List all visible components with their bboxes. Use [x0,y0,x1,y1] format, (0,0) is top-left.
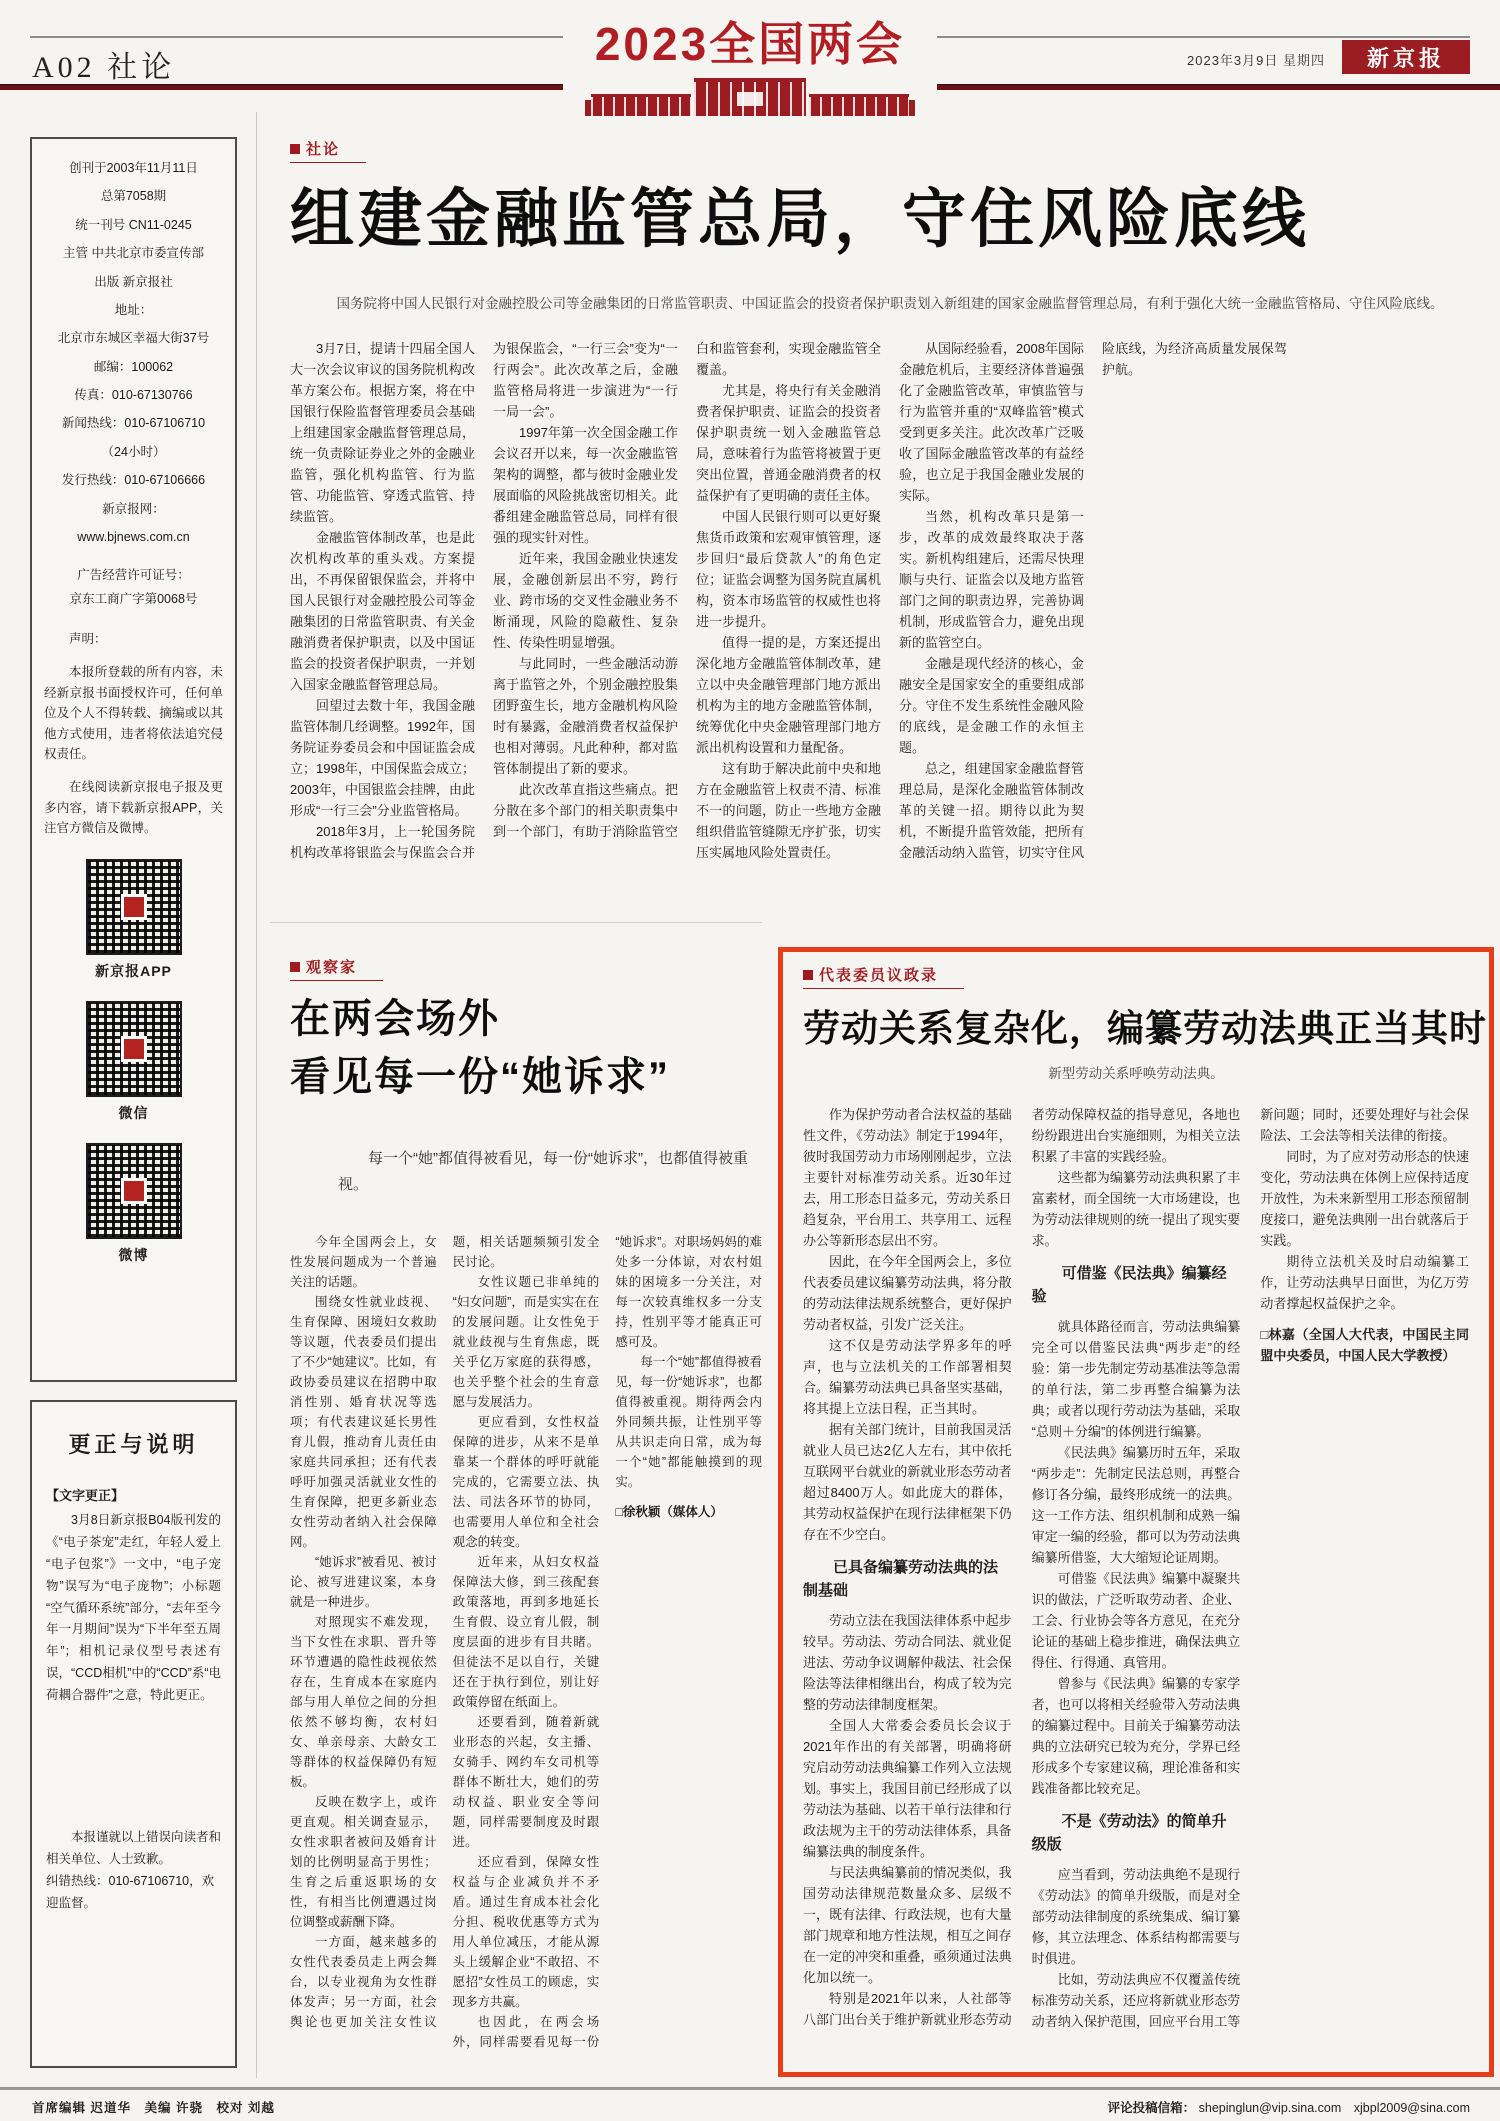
footer-mailbox-label: 评论投稿信箱： [1107,2101,1196,2115]
paragraph: 对照现实不难发现，当下女性在求职、晋升等环节遭遇的隐性歧视依然存在，生育成本在家庭内部与用人单位之间的分担依然不够均衡，农村妇女、单亲母亲、大龄女工等群体的权益保障仍有短板。 [290,1615,437,1789]
dateline: 2023年3月9日 星期四 [1187,53,1325,68]
paragraph: 曾参与《民法典》编纂的专家学者，也可以将相关经验带入劳动法典的编纂过程中。目前关于编纂劳动法典的立法研究已较为充分，学界已经形成多个专家建议稿，理论准备和实践准备都比较充足。 [1031,1676,1241,1796]
section-divider [270,922,762,923]
great-hall-wing-right [809,94,909,116]
footer-rule [0,2087,1500,2090]
tag-square-icon [290,962,300,972]
paragraph: 邮编：100062 [93,359,174,374]
qr-label: 微博 [118,1246,149,1263]
correction-title: 更正与说明 [68,1432,199,1457]
paragraph: 传真：010-67130766 [74,388,193,402]
paragraph: 今年全国两会上，女性发展问题成为一个普遍关注的话题。 [290,1235,437,1289]
page-edition-label: A02 社论 [32,51,176,84]
paragraph: 期待立法机关及时启动编纂工作，让劳动法典早日面世，为亿万劳动者撑起权益保护之伞。 [1260,1254,1469,1311]
paragraph: 新闻热线：010-67106710 [61,416,206,431]
paragraph: 从国际经验看，2008年国际金融危机后，主要经济体普遍强化了金融监管改革，审慎监管与行为监管并重的“双峰监管”模式受到更多关注。此次改革广泛吸收了国际金融监管改革的有益经验，也立足于我国金融业发展的实际。 [899,341,1084,503]
tag-label: 观察家 [306,959,358,976]
paragraph: 声明： [69,632,107,647]
paragraph: 更应看到，女性权益保障的进步，从来不是单靠某一个群体的呼吁就能完成的，它需要立法、执法、司法各环节的协同，也需要用人单位和全社会观念的转变。 [452,1415,600,1549]
license-info [44,565,223,609]
delegates-section-tag [803,964,964,989]
tag-square-icon [290,144,300,154]
delegates-headline: 劳动关系复杂化，编纂劳动法典正当其时 [803,1008,1487,1049]
editorial-deck: 国务院将中国人民银行对金融控股公司等金融集团的日常监管职责、中国证监会的投资者保护职责划入新组建的国家金融监督管理总局，有利于强化大统一金融监管格局、守住风险底线。 [336,296,1444,311]
qr-block-weibo [44,1145,223,1265]
great-hall-post-right [909,100,915,116]
paragraph: 2018年3月，上一轮国务院机构改革将银监会与保监会合并为银保监会，“一行三会”变为“一行两会”。此次改革之后，金融监管格局将进一步演进为“一行一局一会”。 [290,341,678,860]
paragraph: 此次改革直指这些痛点。把分散在多个部门的相关职责集中到一个部门，有助于消除监管空白和监管套利，实现金融监管全覆盖。 [493,341,881,839]
paragraph: 北京市东城区幸福大街37号 [57,331,210,346]
paragraph: 与此同时，一些金融活动游离于监管之外，个别金融控股集团野蛮生长，地方金融机构风险时有暴露，金融消费者权益保护也相对薄弱。凡此种种，都对监管体制提出了新的要求。 [493,656,678,776]
newspaper-logo: 新京报 [1342,40,1470,74]
qr-logo-icon [121,894,147,920]
tag-label: 代表委员议政录 [819,967,939,984]
paragraph: 作为保护劳动者合法权益的基础性文件，《劳动法》制定于1994年，彼时我国劳动力市场刚刚起步，立法主要针对标准劳动关系。近30年过去，用工形态日益多元，劳动关系日趋复杂，平台用工、共享用工、远程办公等新形态层出不穷。 [803,1107,1012,1248]
paragraph: 同时，为了应对劳动形态的快速变化，劳动法典在体例上应保持适度开放性，为未来新型用工形态预留制度接口，避免法典刚一出台就落后于实践。 [1260,1149,1469,1248]
sidebar-divider [256,112,257,2078]
cross-head: 可借鉴《民法典》编纂经验 [1031,1265,1227,1305]
paragraph: 特别是2021年以来，人社部等八部门出台关于维护新就业形态劳动者劳动保障权益的指导意见，各地也纷纷跟进出台实施细则，为相关立法积累了丰富的实践经验。 [803,1107,1241,2027]
paragraph: 还应看到，保障女性权益与企业减负并不矛盾。通过生育成本社会化分担、税收优惠等方式为用人单位减压，才能从源头上缓解企业“不敢招、不愿招”女性员工的顾虑，实现多方共赢。 [452,1855,600,2009]
paragraph: 也因此，在两会场外，同样需要看见每一份“她诉求”。对职场妈妈的难处多一分体谅，对农村姐妹的困境多一分关注，对每一次较真维权多一分支持，性别平等才能真正可感可及。 [452,1235,762,2049]
editorial-headline: 组建金融监管总局，守住风险底线 [290,183,1310,255]
paragraph: 近年来，从妇女权益保障法大修，到三孩配套政策落地，再到多地延长生育假、设立育儿假，制度层面的进步有目共睹。但徒法不足以自行，关键还在于执行到位，别让好政策停留在纸面上。 [452,1555,600,1709]
great-hall-center [694,78,806,116]
qr-code-app [88,861,180,953]
observer-headline [290,990,770,1106]
observer-headline-line2: 看见每一份“她诉求” [290,1055,670,1099]
observer-section-tag [290,956,383,981]
paragraph: 还要看到，随着新就业形态的兴起，女主播、女骑手、网约车女司机等群体不断壮大，她们的劳动权益、职业安全等问题，同样需要制度及时跟进。 [452,1715,600,1849]
paragraph: 因此，在今年全国两会上，多位代表委员建议编纂劳动法典，将分散的劳动法律法规系统整合，更好保护劳动者权益，引发广泛关注。 [803,1254,1012,1332]
paragraph: 就具体路径而言，劳动法典编纂完全可以借鉴民法典“两步走”的经验：第一步先制定劳动基准法等急需的单行法，第二步再整合编纂为法典；或者以现行劳动法为基础，采取“总则＋分编”的体例进行编纂。 [1031,1319,1241,1439]
paragraph: www.bjnews.com.cn [77,529,190,544]
paragraph: 劳动立法在我国法律体系中起步较早。劳动法、劳动合同法、就业促进法、劳动争议调解仲裁法、社会保险法等法律相继出台，构成了较为完整的劳动法律制度框架。 [803,1613,1012,1712]
paragraph: 回望过去数十年，我国金融监管体制几经调整。1992年，国务院证券委员会和中国证监会成立；1998年，中国保监会成立；2003年，中国银监会挂牌，由此形成“一行三会”分业监管格局。 [290,698,475,818]
paragraph: 每一个“她”都值得被看见，每一份“她诉求”，也都值得被重视。期待两会内外同频共振，让性别平等从共识走向日常，成为每一个“她”都能触摸到的现实。 [615,1355,762,1489]
great-hall-wing-left [591,94,691,116]
paragraph: 这有助于解决此前中央和地方在金融监管上权责不清、标准不一的问题，防止一些地方金融组织借监管缝隙无序扩张，切实压实属地风险处置责任。 [696,761,881,860]
byline: □徐秋颖（媒体人） [615,1505,723,1519]
delegates-deck: 新型劳动关系呼唤劳动法典。 [1048,1066,1224,1081]
correction-apology: 本报谨就以上错误向读者和相关单位、人士致歉。 [46,1829,222,1866]
observer-headline-line1: 在两会场外 [290,997,500,1041]
paragraph: 女性议题已非单纯的“妇女问题”，而是实实在在的发展问题。让女性免于就业歧视与生育焦虑，既关乎亿万家庭的获得感，也关乎整个社会的生育意愿与发展活力。 [452,1275,600,1409]
paragraph: 这不仅是劳动法学界多年的呼声，也与立法机关的工作部署相契合。编纂劳动法典已具备坚实基础，将其提上立法日程，正当其时。 [803,1338,1012,1416]
paragraph: 中国人民银行则可以更好聚焦货币政策和宏观审慎管理，逐步回归“最后贷款人”的角色定位；证监会调整为国务院直属机构，资本市场监管的权威性也将进一步提升。 [696,509,881,629]
qr-block-wechat [44,1003,223,1123]
masthead-box [30,137,237,1382]
correction-body: 3月8日新京报B04版刊发的《“电子茶宠”走红，年轻人爱上“电子包浆”》一文中，“电子宠物”误写为“电子庞物”；小标题“空气循环系统”部分，“去年至今年一月期间”误为“下半年至五周年”；相机记录仪型号表述有误，“CCD相机”中的“CCD”系“电荷耦合器件”之意，特此更正。 [46,1513,221,1702]
tag-label: 社论 [306,141,341,158]
observer-deck: 每一个“她”都值得被看见，每一份“她诉求”，也都值得被重视。 [338,1150,748,1194]
paragraph: 近年来，我国金融业快速发展，金融创新层出不穷，跨行业、跨市场的交叉性金融业务不断涌现，风险的隐蔽性、复杂性、传染性明显增强。 [493,551,678,650]
observer-body-columns [290,1232,762,2052]
qr-label: 微信 [118,1104,149,1121]
editorial-section-tag [290,138,366,163]
qr-logo-icon [121,1178,147,1204]
editorial-body-columns [290,338,1490,878]
paragraph: 与民法典编纂前的情况类似，我国劳动法律规范数量众多、层级不一，既有法律、行政法规，也有大量部门规章和地方性法规，相互之间存在一定的冲突和重叠，亟须通过法典化加以统一。 [803,1865,1012,1985]
paragraph: 创刊于2003年11月11日 [69,161,198,175]
paragraph: 总之，组建国家金融监督管理总局，是深化金融监管体制改革的关键一招。期待以此为契机，不断提升监管效能，把所有金融活动纳入监管，切实守住风险底线，为经济高质量发展保驾护航。 [899,341,1287,860]
copyright-statement [44,629,223,839]
paragraph: 3月7日，提请十四届全国人大一次会议审议的国务院机构改革方案公布。根据方案，将在中国银行保险监督管理委员会基础上组建国家金融监督管理总局，统一负责除证券业之外的金融业监管，强化机构监管、行为监管、功能监管、穿透式监管、持续监管。 [290,341,475,524]
footer-mailbox-emails: shepinglun@vip.sina.com xjbpl2009@sina.com [1198,2101,1470,2115]
byline: □林嘉（全国人大代表，中国民主同盟中央委员，中国人民大学教授） [1260,1327,1469,1363]
footer-credits: 首席编辑 迟道华 美编 许骁 校对 刘越 [32,2101,275,2115]
paragraph: 统一刊号 CN11-0245 [75,217,192,232]
qr-block-app [44,861,223,981]
paragraph: 地址： [114,302,153,317]
cross-head: 不是《劳动法》的简单升级版 [1031,1813,1227,1853]
paragraph: 1997年第一次全国金融工作会议召开以来，每一次金融监管架构的调整，都与彼时金融业发展面临的风险挑战密切相关。此番组建金融监管总局，同样有很强的现实针对性。 [493,425,678,545]
banner [563,8,937,116]
paragraph: 京东工商广字第0068号 [69,592,198,607]
paragraph: 据有关部门统计，目前我国灵活就业人员已达2亿人左右，其中依托互联网平台就业的新就业形态劳动者超过8400万人。如此庞大的群体，其劳动权益保护在现行法律框架下仍存在不少空白。 [803,1422,1012,1542]
correction-box [30,1400,237,2068]
paragraph: 尤其是，将央行有关金融消费者保护职责、证监会的投资者保护职责统一划入金融监管总局，意味着行为监管将被置于更突出位置，普通金融消费者的权益保护有了更明确的责任主体。 [696,383,881,503]
qr-code-weibo [88,1145,180,1237]
banner-title: 2023全国两会 [594,18,906,70]
paragraph: “她诉求”被看见、被讨论、被写进建议案，本身就是一种进步。 [290,1555,437,1609]
paragraph: 值得一提的是，方案还提出深化地方金融监管体制改革，建立以中央金融管理部门地方派出机构为主的地方金融监管体制，统筹优化中央金融管理部门地方派出机构设置和力量配备。 [696,635,881,755]
highlighted-article-box [778,947,1494,2077]
masthead-info [44,159,223,547]
paragraph: 反映在数字上，或许更直观。相关调查显示，女性求职者被问及婚育计划的比例明显高于男性；生育之后重返职场的女性，有相当比例遭遇过岗位调整或薪酬下降。 [290,1795,437,1929]
qr-label: 新京报APP [95,962,172,979]
delegates-body-columns [803,1104,1469,2048]
paragraph: （24小时） [101,444,166,459]
footer-mailbox [1108,2098,1470,2116]
correction-section-label: 【文字更正】 [46,1488,125,1503]
paragraph: 围绕女性就业歧视、生育保障、困境妇女救助等议题，代表委员们提出了不少“她建议”。比如，有政协委员建议在招聘中取消性别、婚育状况等选项；有代表建议延长男性育儿假，推动育儿责任由家庭共同承担；还有代表呼吁加强灵活就业女性的生育保障，把更多新业态女性劳动者纳入社会保障网。 [290,1295,437,1549]
paragraph: 在线阅读新京报电子报及更多内容，请下载新京报APP，关注官方微信及微博。 [44,780,223,836]
paragraph: 广告经营许可证号： [77,568,190,583]
paragraph: 新京报网： [102,501,165,516]
paragraph: 比如，劳动法典应不仅覆盖传统标准劳动关系，还应将新就业形态劳动者纳入保护范围，回应平台用工等新问题；同时，还要处理好与社会保险法、工会法等相关法律的衔接。 [1031,1107,1469,2029]
paragraph: 可借鉴《民法典》编纂中凝聚共识的做法，广泛听取劳动者、企业、工会、行业协会等各方意见，在充分论证的基础上稳步推进，确保法典立得住、行得通、真管用。 [1031,1571,1241,1670]
paragraph: 总第7058期 [100,189,167,204]
paragraph: 当然，机构改革只是第一步，改革的成效最终取决于落实。新机构组建后，还需尽快理顺与央行、证监会以及地方监管部门之间的职责边界，完善协调机制，形成监管合力，避免出现新的监管空白。 [899,509,1084,650]
tag-square-icon [803,970,813,980]
cross-head: 已具备编纂劳动法典的法制基础 [803,1559,999,1599]
paragraph: 金融监管体制改革，也是此次机构改革的重头戏。方案提出，不再保留银保监会，并将中国人民银行对金融控股公司等金融集团的日常监管职责、有关金融消费者保护职责，以及中国证监会的投资者保护职责，一并划入国家金融监督管理总局。 [290,530,475,692]
paragraph: 发行热线：010-67106666 [61,473,206,488]
qr-code-wechat [88,1003,180,1095]
paragraph: 全国人大常委会委员长会议于2021年作出的有关部署，明确将研究启动劳动法典编纂工作列入立法规划。事实上，我国目前已经形成了以劳动法为基础、以若干单行法律和行政法规为主干的劳动法律体系，具备编纂法典的制度条件。 [803,1718,1012,1859]
paragraph: 出版 新京报社 [94,274,173,289]
paragraph: 主管 中共北京市委宣传部 [63,246,204,261]
qr-logo-icon [121,1036,147,1062]
paragraph: 金融是现代经济的核心，金融安全是国家安全的重要组成部分。守住不发生系统性金融风险的底线，是金融工作的永恒主题。 [899,656,1084,755]
great-hall-graphic [585,76,915,116]
paragraph: 《民法典》编纂历时五年，采取“两步走”：先制定民法总则，再整合修订各分编，最终形成统一的法典。这一工作方法、组织机制和成熟一编审定一编的经验，都可以为劳动法典编纂所借鉴，大大缩短论证周期。 [1031,1445,1241,1565]
paragraph: 本报所登载的所有内容，未经新京报书面授权许可，任何单位及个人不得转载、摘编或以其他方式使用，违者将依法追究侵权责任。 [44,664,223,762]
paragraph: 这些都为编纂劳动法典积累了丰富素材，而全国统一大市场建设，也为劳动法律规则的统一提出了现实要求。 [1031,1170,1241,1248]
paragraph: 一方面，越来越多的女性代表委员走上两会舞台，以专业视角为女性群体发声；另一方面，社会舆论也更加关注女性议题，相关话题频频引发全民讨论。 [290,1235,600,2029]
correction-hotline: 纠错热线：010-67106710，欢迎监督。 [46,1873,215,1910]
paragraph: 应当看到，劳动法典绝不是现行《劳动法》的简单升级版，而是对全部劳动法律制度的系统集成、编订纂修，其立法理念、体系结构都需要与时俱进。 [1031,1867,1241,1966]
